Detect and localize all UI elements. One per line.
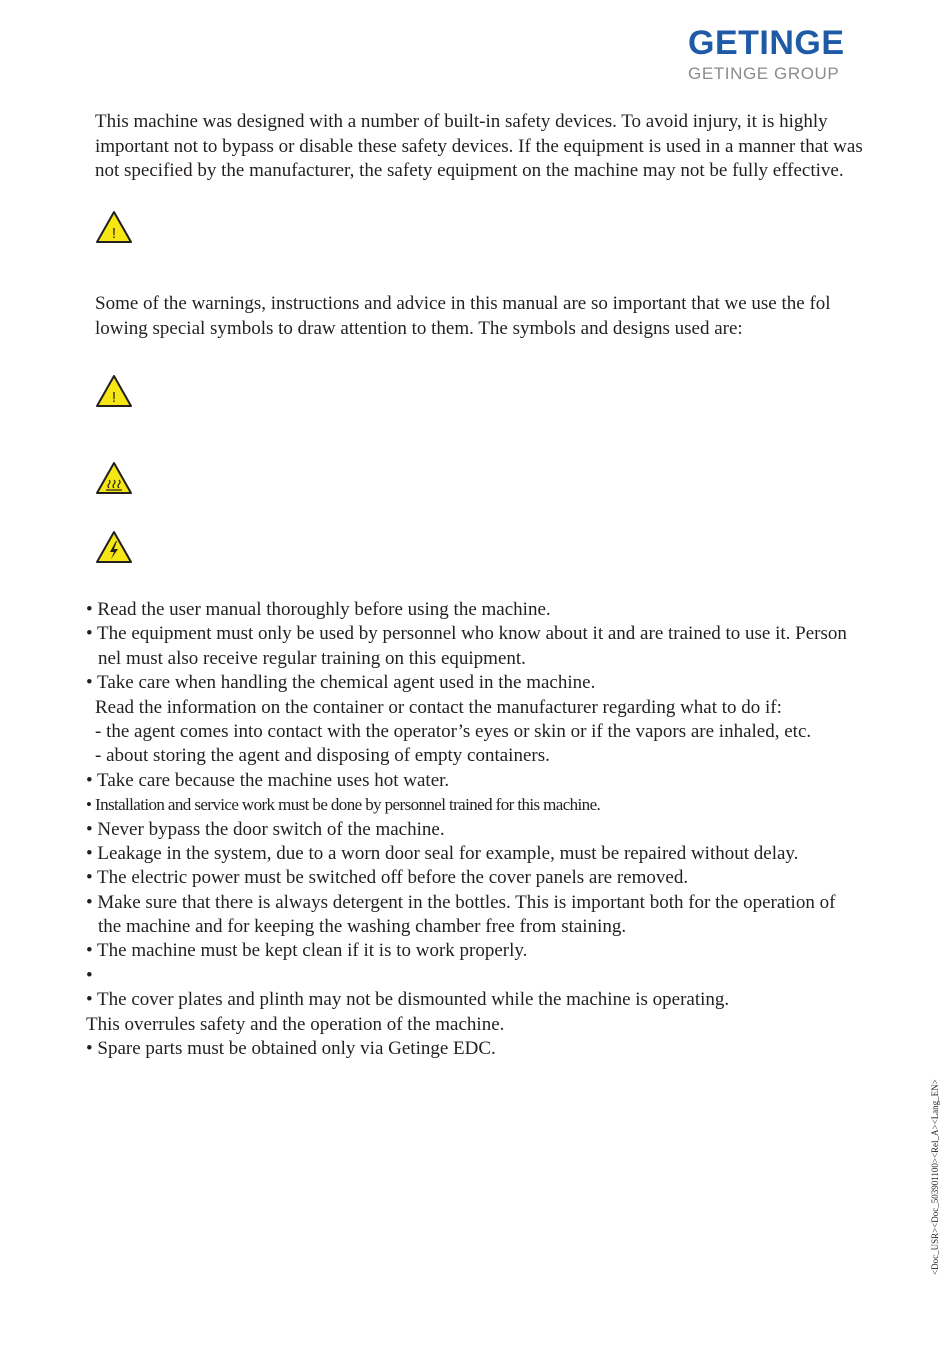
list-item: the machine and for keeping the washing chamber free from staining. [98, 916, 627, 938]
list-item: This overrules safety and the operation of the machine. [86, 1013, 505, 1035]
list-item: • The cover plates and plinth may not be dismounted while the machine is operating. [86, 989, 730, 1011]
list-item: nel must also receive regular training on this equipment. [98, 647, 526, 669]
svg-text:!: ! [111, 389, 117, 406]
intro-line: important not to bypass or disable these safety devices. If the equipment is used in a manner that was [95, 135, 863, 157]
list-item: • The machine must be kept clean if it is to work properly. [86, 940, 528, 962]
document-code: <Doc_USR><Doc_503901100><Rel_A><Lang_EN> [930, 1079, 940, 1275]
list-item: • The electric power must be switched off before the cover panels are removed. [86, 867, 689, 889]
list-item: • Leakage in the system, due to a worn door seal for example, must be repaired without delay. [86, 842, 799, 864]
safety-instructions-list [86, 598, 916, 1061]
logo-group-label: GETINGE GROUP [688, 64, 840, 83]
intro-line: not specified by the manufacturer, the safety equipment on the machine may not be fully effective. [95, 160, 844, 182]
getinge-logo [688, 25, 858, 84]
symbols-intro-paragraph [95, 292, 925, 341]
list-item: • Take care because the machine uses hot water. [86, 769, 450, 791]
warning-triangle-icon [95, 374, 133, 408]
list-item: • Installation and service work must be done by personnel trained for this machine. [86, 795, 601, 815]
list-item: • The equipment must only be used by personnel who know about it and are trained to use it. Person [86, 623, 847, 645]
list-item: - the agent comes into contact with the operator’s eyes or skin or if the vapors are inhaled, etc. [95, 720, 812, 742]
symbols-intro-line: Some of the warnings, instructions and advice in this manual are so important that we use the fol [95, 293, 831, 314]
symbols-intro-line: lowing special symbols to draw attention to them. The symbols and designs used are: [95, 317, 743, 339]
intro-line: This machine was designed with a number of built-in safety devices. To avoid injury, it is highly [95, 111, 828, 132]
svg-text:!: ! [111, 225, 117, 242]
list-item: • Spare parts must be obtained only via Getinge EDC. [86, 1038, 496, 1060]
list-item: • Read the user manual thoroughly before using the machine. [86, 599, 551, 620]
list-item: • [86, 964, 93, 986]
list-item: • Make sure that there is always detergent in the bottles. This is important both for the operation of [86, 891, 836, 913]
hot-surface-icon [95, 461, 133, 495]
list-item: - about storing the agent and disposing of empty containers. [95, 745, 550, 767]
intro-paragraph [95, 110, 925, 184]
logo-wordmark: GETINGE [688, 24, 845, 62]
list-item: • Take care when handling the chemical agent used in the machine. [86, 672, 596, 694]
list-item: Read the information on the container or contact the manufacturer regarding what to do if: [95, 696, 782, 718]
electric-hazard-icon [95, 530, 133, 564]
warning-triangle-icon [95, 210, 133, 244]
list-item: • Never bypass the door switch of the machine. [86, 818, 445, 840]
